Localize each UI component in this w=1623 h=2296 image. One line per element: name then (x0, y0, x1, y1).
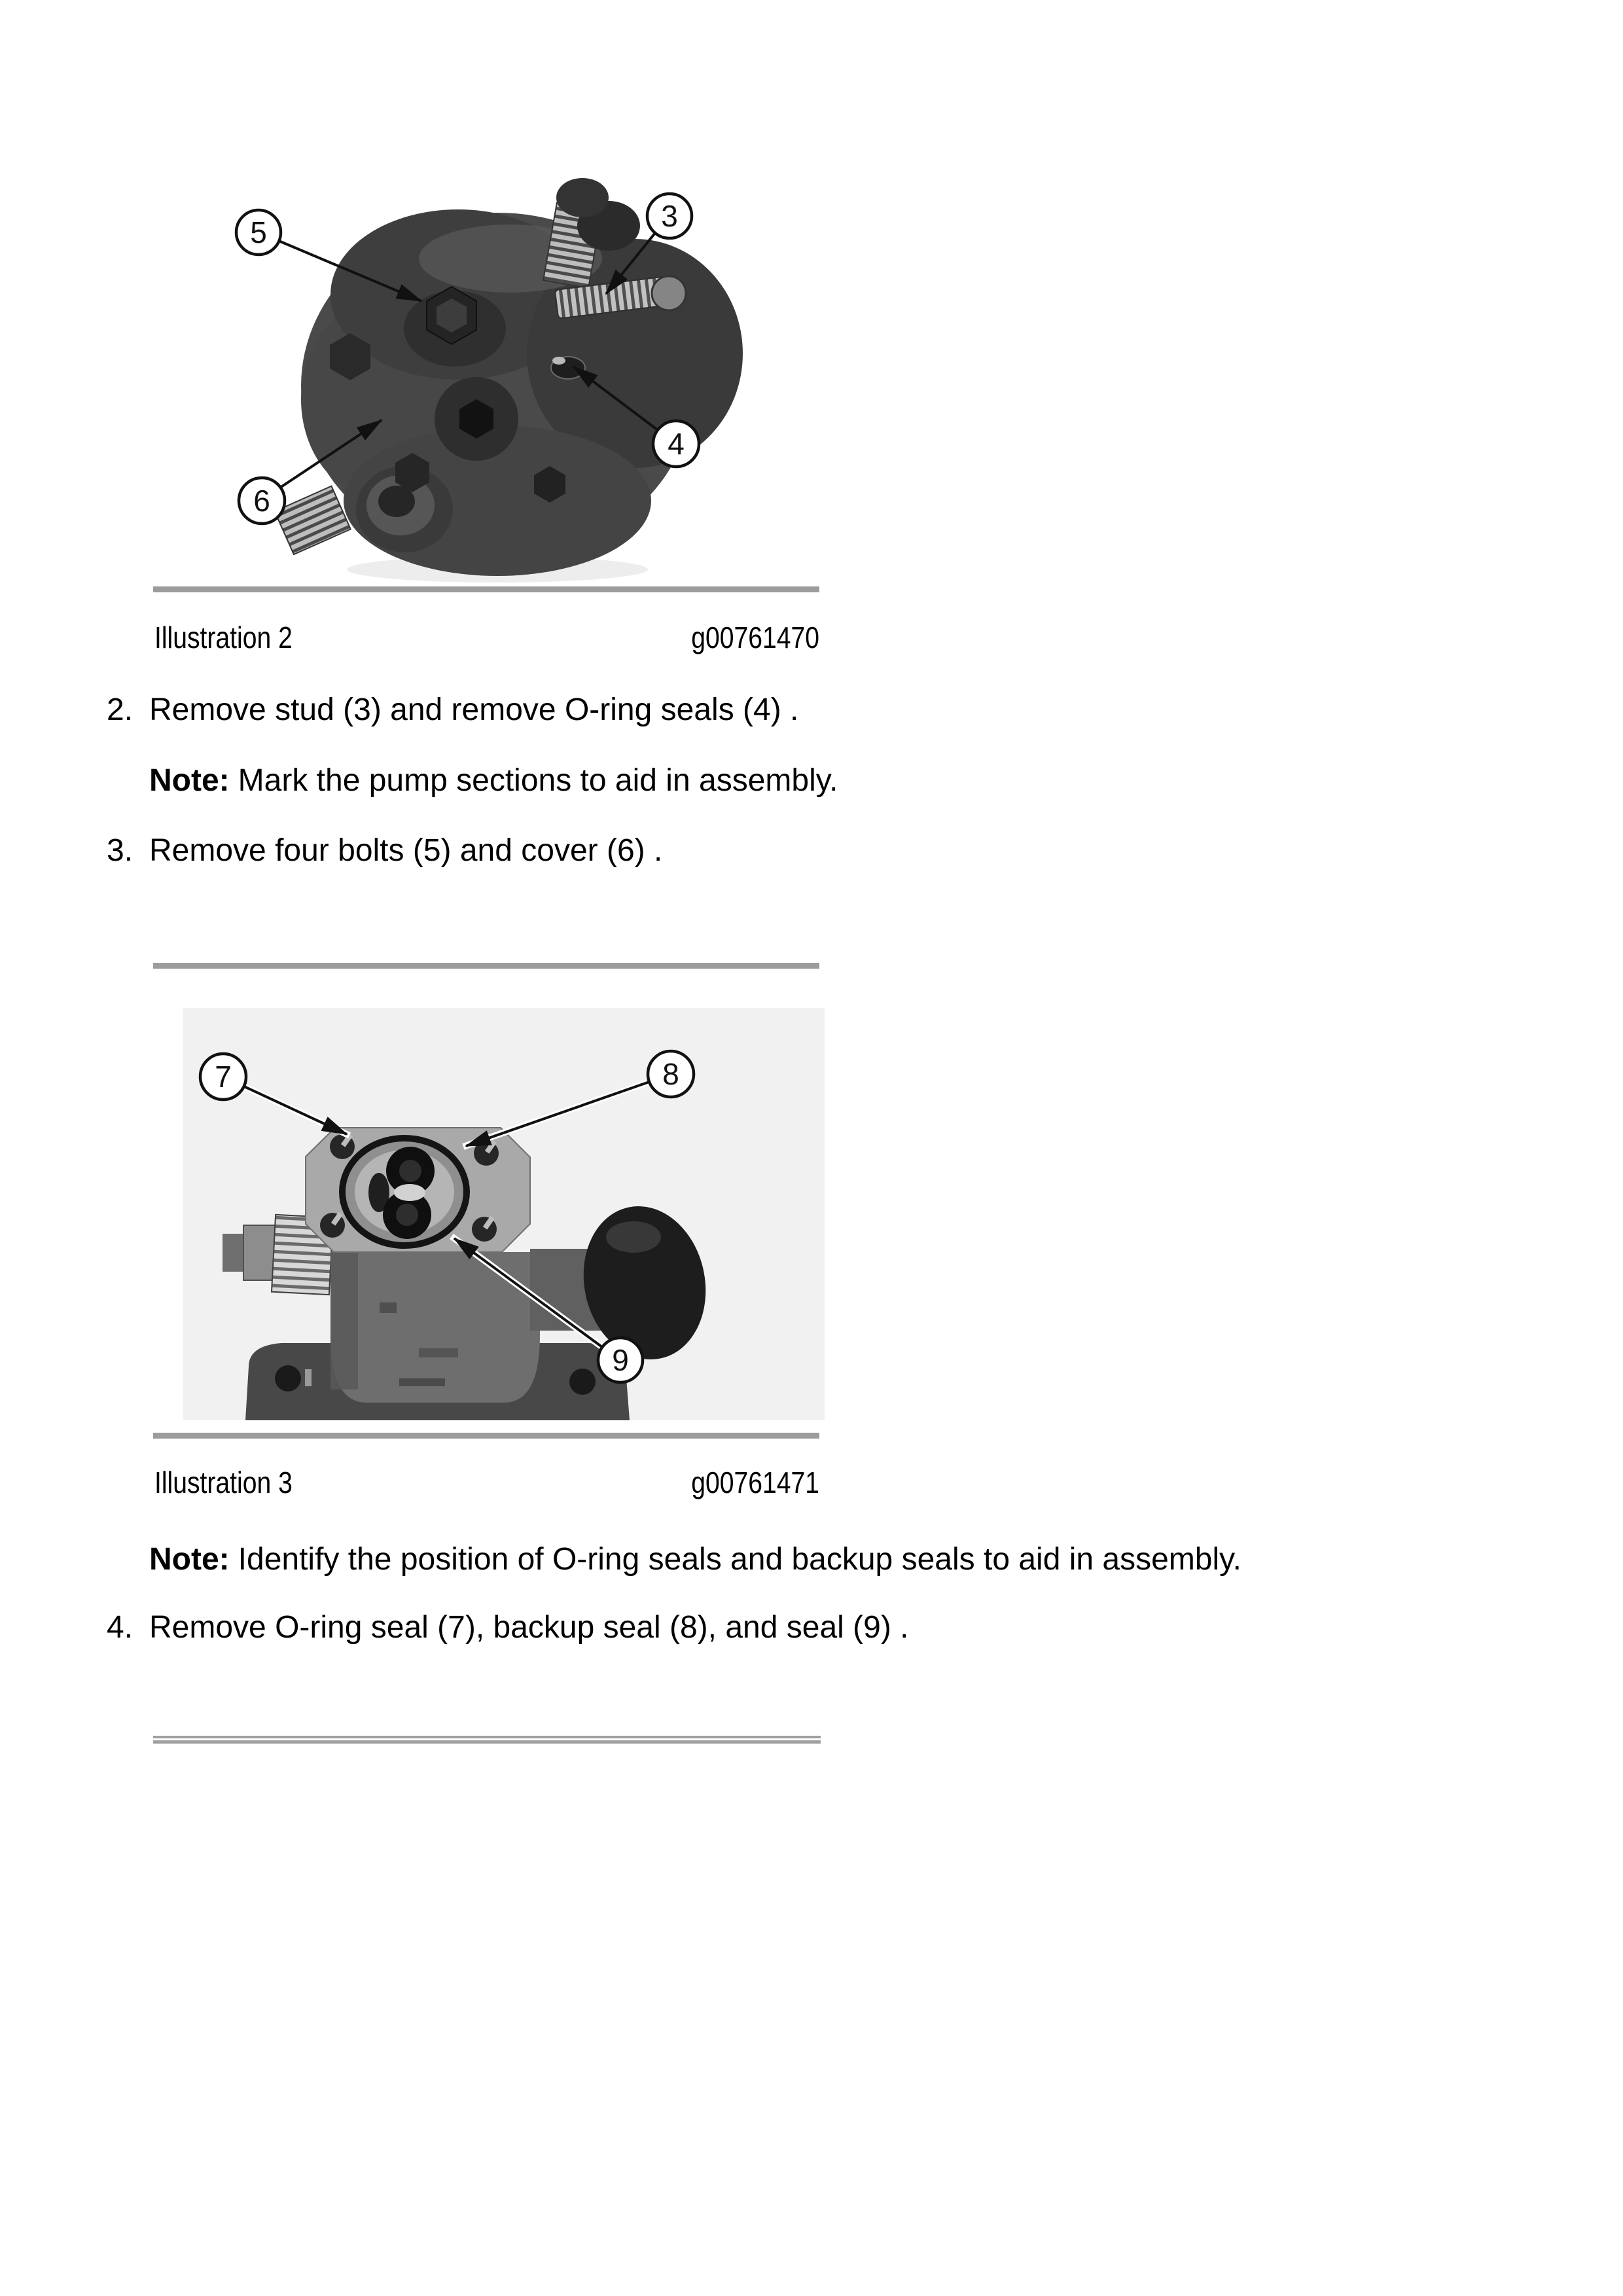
note-1-text: Mark the pump sections to aid in assembly. (238, 763, 838, 798)
note-2-text: Identify the position of O-ring seals and backup seals to aid in assembly. (238, 1542, 1241, 1577)
figure-caption-label: Illustration 2 (154, 620, 293, 655)
note-2-label: Note: (149, 1542, 230, 1577)
callout-3-number: 3 (661, 199, 678, 233)
figure-caption-label: Illustration 3 (154, 1465, 293, 1499)
step-2-text: Remove stud (3) and remove O-ring seals (4) . (149, 692, 799, 727)
callout-7-number: 7 (215, 1060, 232, 1094)
step-3-text: Remove four bolts (5) and cover (6) . (149, 833, 663, 868)
step-3-number: 3. (107, 833, 134, 868)
callout-8-number: 8 (662, 1057, 679, 1091)
figure-caption-code: g00761470 (691, 620, 819, 655)
step-2-number: 2. (107, 692, 134, 727)
figure-caption-code: g00761471 (691, 1465, 819, 1499)
step-4-number: 4. (107, 1610, 134, 1645)
note-1-label: Note: (149, 763, 230, 798)
divider (153, 963, 819, 969)
note-2 (149, 1542, 1524, 1577)
divider (153, 586, 819, 592)
note-1 (149, 763, 1524, 798)
callout-5-number: 5 (250, 215, 267, 249)
callout-4-number: 4 (668, 427, 685, 461)
callout-9-number: 9 (612, 1343, 629, 1377)
section-end-divider (153, 1736, 821, 1745)
pump-photo-2 (183, 1008, 825, 1420)
callout-6-number: 6 (253, 484, 270, 518)
divider (153, 1433, 819, 1439)
step-4-text: Remove O-ring seal (7), backup seal (8), and seal (9) . (149, 1610, 909, 1645)
illustration-2-image (183, 72, 785, 583)
illustration-3-image (183, 1008, 825, 1420)
